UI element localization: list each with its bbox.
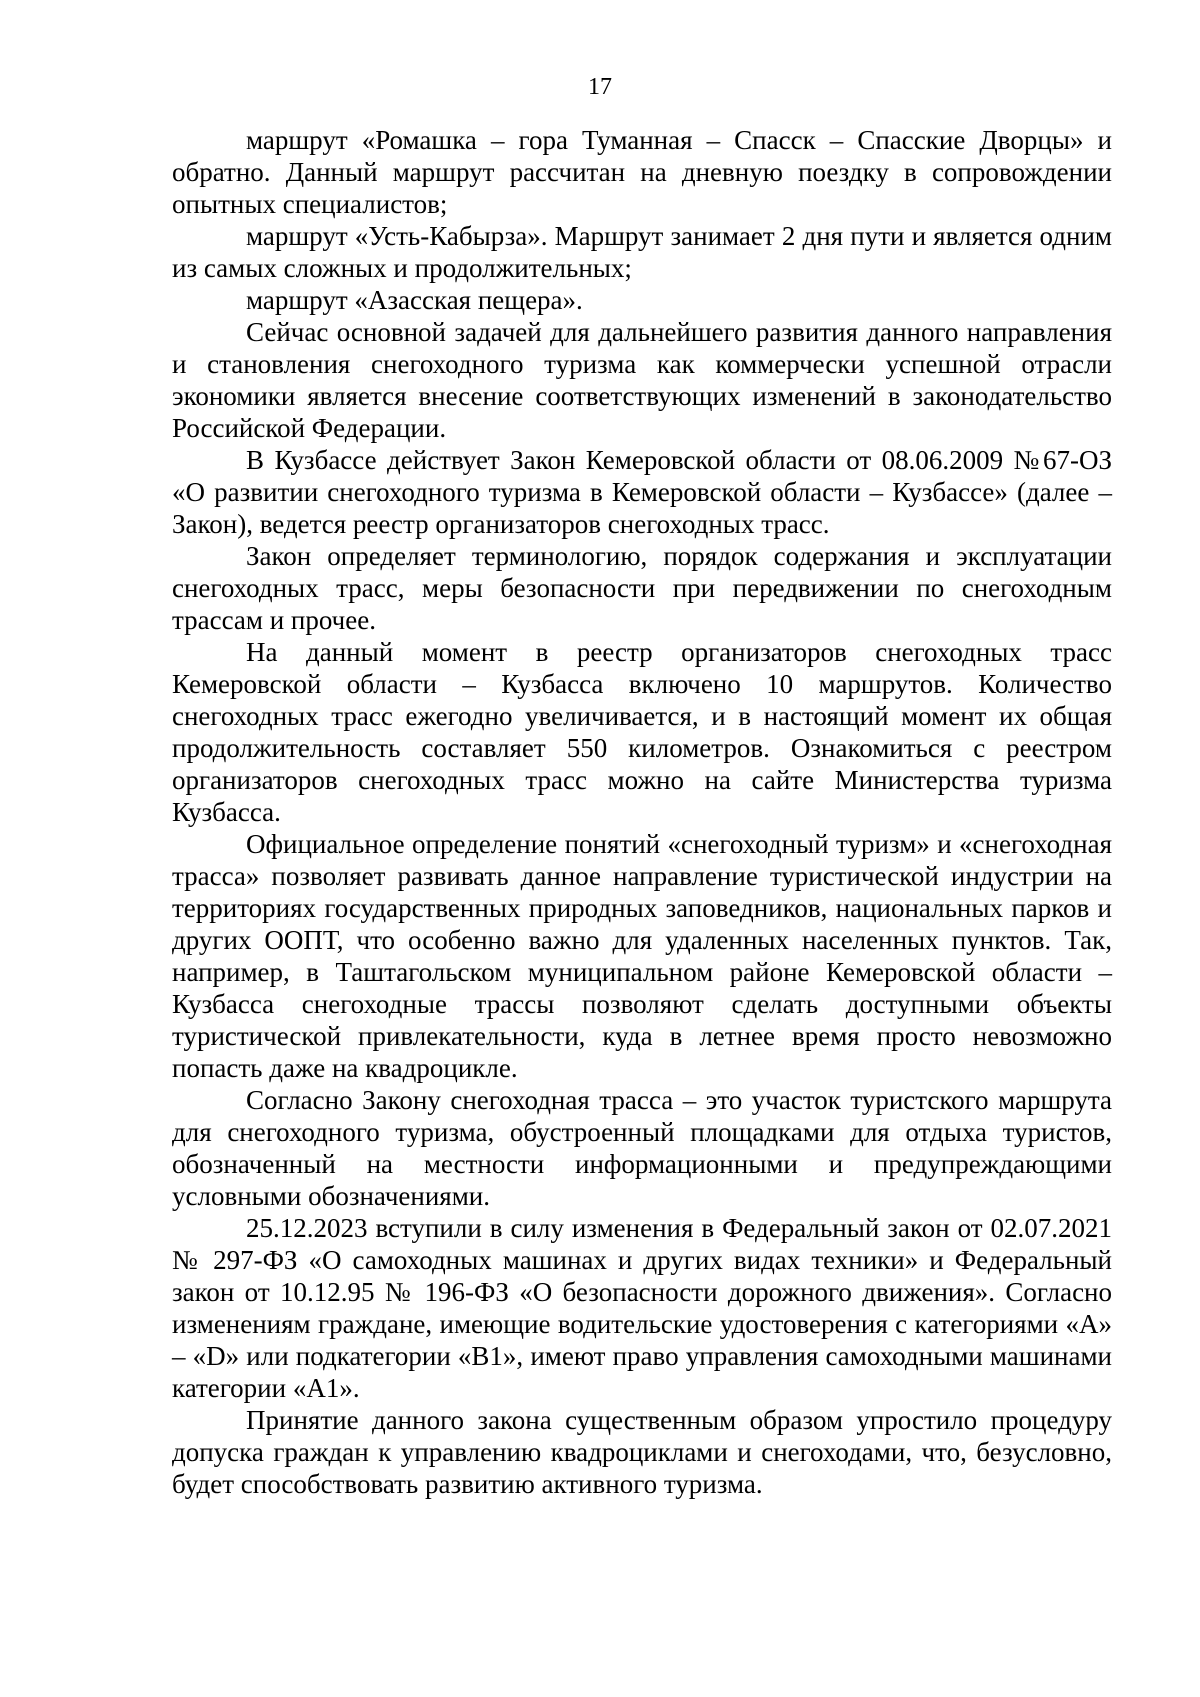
paragraph-trail-definition: Согласно Закону снегоходная трасса – это участок туристского маршрута для снегоходного туризма, обустроенный площадками для отдыха туристов, обозначенный на местности информационными и предупреждающими условными обозначениями. — [172, 1085, 1112, 1211]
paragraph-federal-law-changes: 25.12.2023 вступили в силу изменения в Федеральный закон от 02.07.2021 № 297-ФЗ «О самоходных машинах и других видах техники» и Федеральный закон от 10.12.95 № 196-ФЗ «О безопасности дорожного движения». Согласно изменениям граждане, имеющие водительские удостоверения с категориями «A» – «D» или подкатегории «B1», имеют право управления самоходными машинами категории «A1». — [172, 1213, 1112, 1403]
paragraph-kuzbass-law: В Кузбассе действует Закон Кемеровской области от 08.06.2009 №67-ОЗ «О развитии снегоходного туризма в Кемеровской области – Кузбассе» (далее – Закон), ведется реестр организаторов снегоходных трасс. — [172, 445, 1112, 539]
paragraph-development-task: Сейчас основной задачей для дальнейшего развития данного направления и становления снегоходного туризма как коммерчески успешной отрасли экономики является внесение соответствующих изменений в законодательство Российской Федерации. — [172, 317, 1112, 443]
paragraph-law-scope: Закон определяет терминологию, порядок содержания и эксплуатации снегоходных трасс, меры безопасности при передвижении по снегоходным трассам и прочее. — [172, 541, 1112, 635]
paragraph-route-romashka: маршрут «Ромашка – гора Туманная – Спасск – Спасские Дворцы» и обратно. Данный маршрут рассчитан на дневную поездку в сопровождении опытных специалистов; — [172, 125, 1112, 219]
body-text — [172, 124, 1112, 1500]
page-number: 17 — [588, 74, 612, 100]
paragraph-law-effect: Принятие данного закона существенным образом упростило процедуру допуска граждан к управлению квадроциклами и снегоходами, что, безусловно, будет способствовать развитию активного туризма. — [172, 1405, 1112, 1499]
paragraph-route-azas-cave: маршрут «Азасская пещера». — [246, 285, 583, 315]
paragraph-route-ust-kabyrza: маршрут «Усть-Кабырза». Маршрут занимает 2 дня пути и является одним из самых сложных и продолжительных; — [172, 221, 1112, 283]
paragraph-registry: На данный момент в реестр организаторов снегоходных трасс Кемеровской области – Кузбасса включено 10 маршрутов. Количество снегоходных трасс ежегодно увеличивается, и в настоящий момент их общая продолжительность составляет 550 километров. Ознакомиться с реестром организаторов снегоходных трасс можно на сайте Министерства туризма Кузбасса. — [172, 637, 1112, 827]
paragraph-official-definition: Официальное определение понятий «снегоходный туризм» и «снегоходная трасса» позволяет развивать данное направление туристической индустрии на территориях государственных природных заповедников, национальных парков и других ООПТ, что особенно важно для удаленных населенных пунктов. Так, например, в Таштагольском муниципальном районе Кемеровской области – Кузбасса снегоходные трассы позволяют сделать доступными объекты туристической привлекательности, куда в летнее время просто невозможно попасть даже на квадроцикле. — [172, 829, 1112, 1083]
